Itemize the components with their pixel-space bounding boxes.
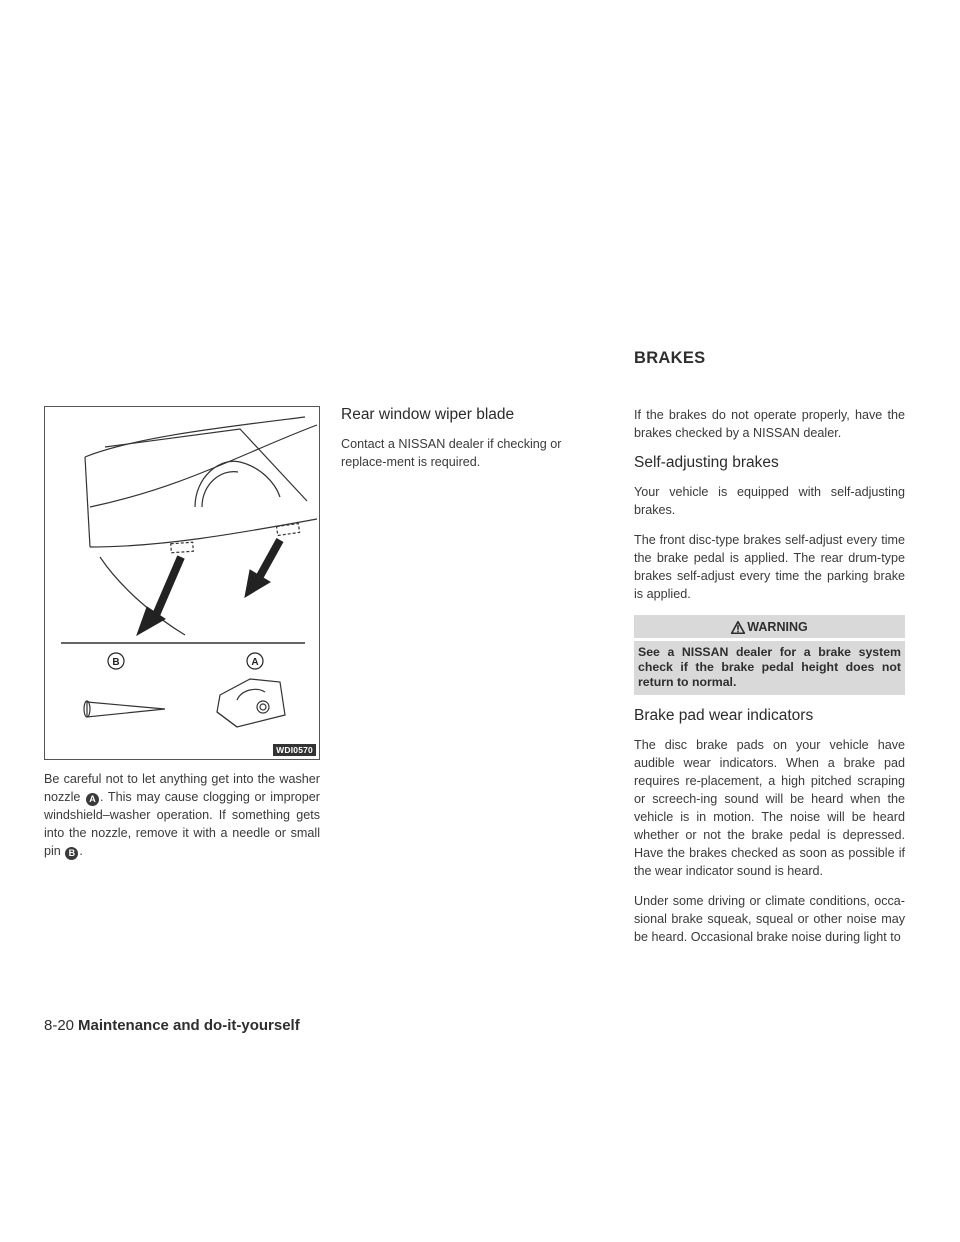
- warning-box: [634, 615, 905, 695]
- rear-wiper-heading: Rear window wiper blade: [341, 406, 515, 423]
- warning-text: See a NISSAN dealer for a brake system check if the brake pedal height does not return to normal.: [638, 645, 901, 689]
- self-adjusting-heading: Self-adjusting brakes: [634, 454, 779, 471]
- marker-b: B: [65, 847, 78, 860]
- section-title: BRAKES: [634, 349, 706, 367]
- figure-code: WDI0570: [273, 744, 316, 756]
- chapter-title: Maintenance and do-it-yourself: [78, 1017, 300, 1034]
- warning-header: [634, 615, 905, 641]
- para-text-2: . This may cause clogging or improper windshield–washer operation. If something gets into the nozzle, remove it with a needle or small pin: [44, 790, 320, 858]
- warning-icon: [731, 621, 745, 634]
- page-number: 8-20: [44, 1017, 75, 1034]
- washer-nozzle-illustration: [44, 406, 320, 760]
- figure-label-a: A: [251, 657, 259, 668]
- middle-column: [341, 406, 606, 483]
- washer-nozzle-paragraph: [44, 770, 320, 860]
- self-adjusting-paragraph-1: Your vehicle is equipped with self-adjusting brakes.: [634, 485, 905, 517]
- pad-wear-paragraph-2: Under some driving or climate conditions, occa-sional brake squeak, squeal or other noise may be heard. Occasional brake noise during light to: [634, 894, 905, 944]
- warning-label: WARNING: [747, 620, 808, 634]
- figure-label-b: B: [112, 657, 120, 668]
- para-text-3: .: [79, 844, 83, 858]
- para-text-1: Be careful not to let anything get into the washer nozzle: [44, 772, 320, 804]
- left-column: [44, 406, 320, 872]
- marker-a: A: [86, 793, 99, 806]
- brakes-intro-paragraph: If the brakes do not operate properly, have the brakes checked by a NISSAN dealer.: [634, 408, 905, 440]
- right-column: [634, 406, 905, 958]
- pad-wear-heading: Brake pad wear indicators: [634, 707, 814, 724]
- rear-wiper-paragraph: Contact a NISSAN dealer if checking or replace-ment is required.: [341, 437, 562, 469]
- page-footer: [44, 1017, 300, 1034]
- pad-wear-paragraph-1: The disc brake pads on your vehicle have audible wear indicators. When a brake pad requires re-placement, a high pitched scraping or screech-ing sound will be heard when the vehicle is in motion. The noise will be heard whether or not the brake pedal is depressed. Have the brakes checked as soon as possible if the wear indicator sound is heard.: [634, 738, 905, 878]
- nozzle-diagram: [45, 407, 319, 759]
- self-adjusting-paragraph-2: The front disc-type brakes self-adjust every time the brake pedal is applied. The rear drum-type brakes self-adjust every time the parking brake is applied.: [634, 533, 905, 601]
